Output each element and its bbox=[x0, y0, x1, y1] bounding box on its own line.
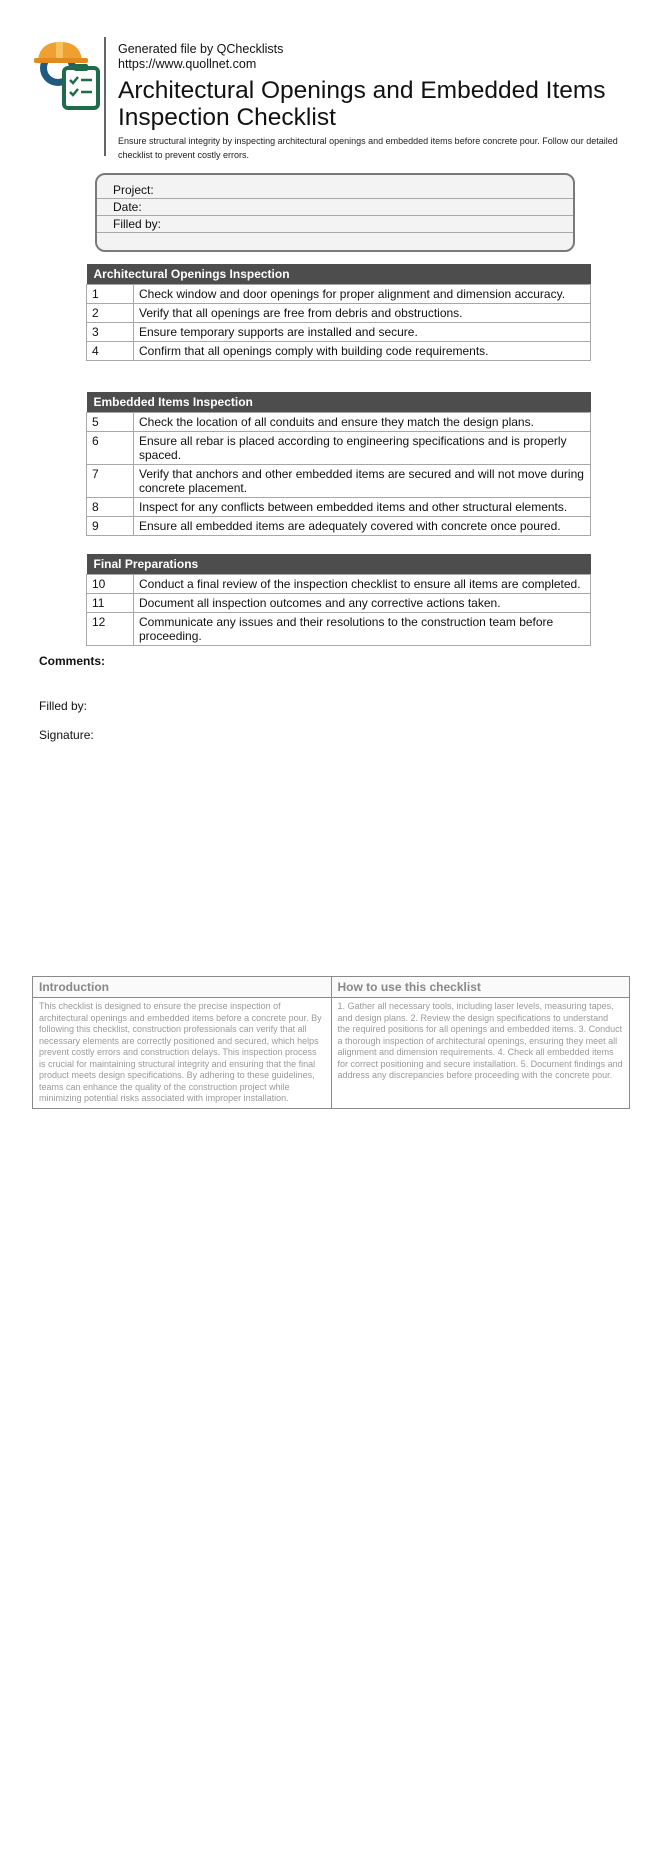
intro-howto-table bbox=[32, 976, 630, 1109]
item-number: 6 bbox=[87, 432, 134, 465]
checklist-row[interactable] bbox=[87, 342, 591, 361]
item-number: 8 bbox=[87, 498, 134, 517]
item-text: Check the location of all conduits and ensure they match the design plans. bbox=[134, 413, 591, 432]
item-number: 11 bbox=[87, 594, 134, 613]
checklist-row[interactable] bbox=[87, 613, 591, 646]
item-text: Verify that all openings are free from debris and obstructions. bbox=[134, 304, 591, 323]
checklist-row[interactable] bbox=[87, 465, 591, 498]
filled-by-field[interactable]: Filled by: bbox=[97, 216, 573, 233]
signature-label: Signature: bbox=[39, 728, 94, 742]
checklist-row[interactable] bbox=[87, 498, 591, 517]
page-description: Ensure structural integrity by inspecting architectural openings and embedded items before concrete pour. Follow our detailed checklist to prevent costly errors. bbox=[118, 136, 618, 160]
source-url[interactable]: https://www.quollnet.com bbox=[118, 57, 257, 71]
item-number: 2 bbox=[87, 304, 134, 323]
item-text: Verify that anchors and other embedded items are secured and will not move during concrete placement. bbox=[134, 465, 591, 498]
item-text: Inspect for any conflicts between embedded items and other structural elements. bbox=[134, 498, 591, 517]
checklist-row[interactable] bbox=[87, 413, 591, 432]
item-text: Ensure all embedded items are adequately covered with concrete once poured. bbox=[134, 517, 591, 536]
hardhat-clipboard-logo-icon bbox=[34, 38, 102, 112]
item-number: 5 bbox=[87, 413, 134, 432]
item-number: 3 bbox=[87, 323, 134, 342]
checklist-row[interactable] bbox=[87, 323, 591, 342]
comments-label: Comments: bbox=[39, 654, 106, 668]
item-number: 7 bbox=[87, 465, 134, 498]
section-heading: Final Preparations bbox=[87, 554, 591, 575]
how-to-heading: How to use this checklist bbox=[331, 977, 630, 998]
item-text: Ensure temporary supports are installed and secure. bbox=[134, 323, 591, 342]
filled-by-label: Filled by: bbox=[39, 699, 88, 713]
item-text: Ensure all rebar is placed according to engineering specifications and is properly spaced. bbox=[134, 432, 591, 465]
project-field[interactable]: Project: bbox=[97, 182, 573, 199]
checklist-row[interactable] bbox=[87, 304, 591, 323]
checklist-row[interactable] bbox=[87, 517, 591, 536]
section-heading: Architectural Openings Inspection bbox=[87, 264, 591, 285]
item-text: Confirm that all openings comply with building code requirements. bbox=[134, 342, 591, 361]
section-final-preparations bbox=[86, 554, 591, 646]
item-text: Check window and door openings for proper alignment and dimension accuracy. bbox=[134, 285, 591, 304]
checklist-row[interactable] bbox=[87, 575, 591, 594]
item-text: Conduct a final review of the inspection checklist to ensure all items are completed. bbox=[134, 575, 591, 594]
item-text: Document all inspection outcomes and any corrective actions taken. bbox=[134, 594, 591, 613]
introduction-heading: Introduction bbox=[33, 977, 332, 998]
document-header bbox=[118, 42, 638, 162]
checklist-row[interactable] bbox=[87, 285, 591, 304]
date-field[interactable]: Date: bbox=[97, 199, 573, 216]
checklist-row[interactable] bbox=[87, 594, 591, 613]
section-architectural-openings bbox=[86, 264, 591, 361]
checklist-row[interactable] bbox=[87, 432, 591, 465]
section-embedded-items bbox=[86, 392, 591, 536]
generated-by-text: Generated file by QChecklists bbox=[118, 42, 284, 56]
section-heading: Embedded Items Inspection bbox=[87, 392, 591, 413]
item-number: 1 bbox=[87, 285, 134, 304]
how-to-text: 1. Gather all necessary tools, including laser levels, measuring tapes, and design plans. 2. Review the design specifications to understand the required positions for all openings and embedded items. 3. Conduct a thorough inspection of architectural openings, ensuring they meet all alignment and dimension requirements. 4. Check all embedded items for correct positioning and secure installation. 5. Document findings and address any discrepancies before proceeding with the concrete pour. bbox=[331, 998, 630, 1109]
header-divider bbox=[104, 37, 106, 156]
page-title: Architectural Openings and Embedded Items Inspection Checklist bbox=[118, 77, 606, 131]
item-text: Communicate any issues and their resolutions to the construction team before proceeding. bbox=[134, 613, 591, 646]
introduction-text: This checklist is designed to ensure the precise inspection of architectural openings and embedded items before a concrete pour. By following this checklist, construction professionals can verify that all necessary elements are correctly positioned and secured, which helps prevent costly errors and construction delays. This inspection process is crucial for maintaining structural integrity and ensuring that the final product meets design specifications. By adhering to these guidelines, teams can enhance the quality of the construction project while minimizing potential risks associated with improper installation. bbox=[33, 998, 332, 1109]
item-number: 12 bbox=[87, 613, 134, 646]
project-info-box bbox=[95, 173, 575, 252]
item-number: 9 bbox=[87, 517, 134, 536]
item-number: 10 bbox=[87, 575, 134, 594]
item-number: 4 bbox=[87, 342, 134, 361]
